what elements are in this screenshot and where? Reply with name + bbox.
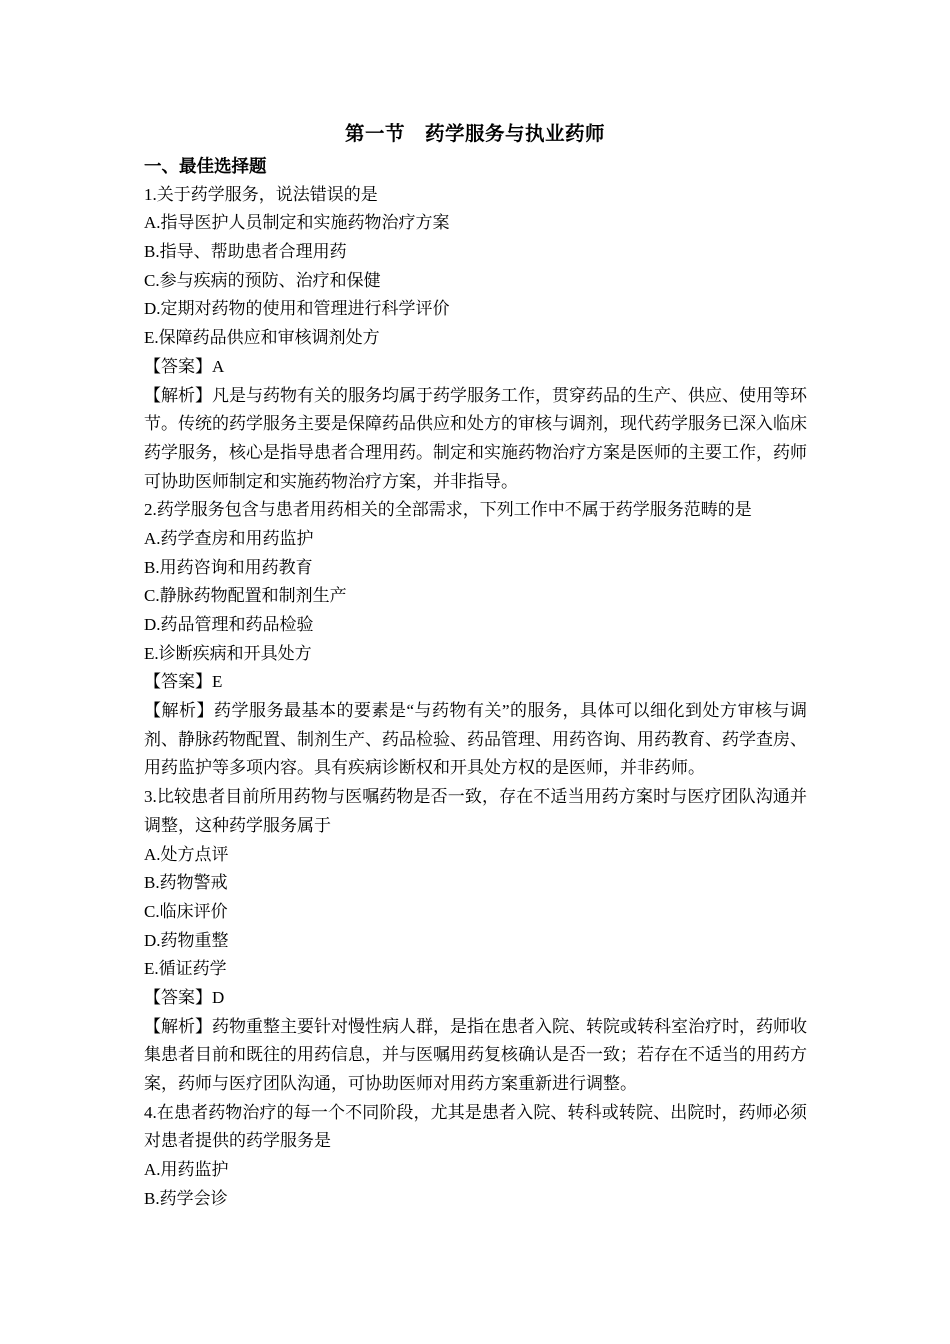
q2-option-e: E.诊断疾病和开具处方	[144, 643, 312, 663]
q3-option-b: B.药物警戒	[144, 873, 228, 893]
q1-stem: 1.关于药学服务，说法错误的是	[144, 184, 378, 204]
q1-explanation-line: 药学服务，核心是指导患者合理用药。制定和实施药物治疗方案是医师的主要工作，药师	[144, 442, 807, 462]
q4-stem-line: 4.在患者药物治疗的每一个不同阶段，尤其是患者入院、转科或转院、出院时，药师必须	[144, 1102, 807, 1122]
q2-explanation-line: 用药监护等多项内容。具有疾病诊断权和开具处方权的是医师，并非药师。	[144, 758, 705, 778]
q1-option-b: B.指导、帮助患者合理用药	[144, 242, 347, 262]
q4-option-b: B.药学会诊	[144, 1188, 228, 1208]
q3-option-d: D.药物重整	[144, 930, 229, 950]
q3-option-c: C.临床评价	[144, 901, 228, 921]
q3-option-e: E.循证药学	[144, 959, 227, 979]
q2-stem: 2.药学服务包含与患者用药相关的全部需求，下列工作中不属于药学服务范畴的是	[144, 500, 752, 520]
q1-option-d: D.定期对药物的使用和管理进行科学评价	[144, 299, 450, 319]
document-content	[144, 152, 807, 1213]
q2-explanation-line: 剂、静脉药物配置、制剂生产、药品检验、药品管理、用药咨询、用药教育、药学查房、	[144, 729, 807, 749]
q2-option-a: A.药学查房和用药监护	[144, 528, 314, 548]
q3-explanation-line: 【解析】药物重整主要针对慢性病人群，是指在患者入院、转院或转科室治疗时，药师收	[144, 1016, 807, 1036]
q1-option-e: E.保障药品供应和审核调剂处方	[144, 328, 380, 348]
q1-explanation-line: 可协助医师制定和实施药物治疗方案，并非指导。	[144, 471, 518, 491]
q2-answer: 【答案】E	[144, 672, 223, 692]
q2-option-d: D.药品管理和药品检验	[144, 615, 314, 634]
q3-stem-line: 调整，这种药学服务属于	[144, 815, 331, 835]
q4-stem-line: 对患者提供的药学服务是	[144, 1131, 331, 1151]
q4-option-a: A.用药监护	[144, 1160, 229, 1180]
q2-explanation-line: 【解析】药学服务最基本的要素是“与药物有关”的服务，具体可以细化到处方审核与调	[144, 701, 807, 721]
q3-explanation-line: 案，药师与医疗团队沟通，可协助医师对用药方案重新进行调整。	[144, 1074, 637, 1093]
page-title: 第一节 药学服务与执业药师	[344, 123, 605, 145]
q3-stem-line: 3.比较患者目前所用药物与医嘱药物是否一致，存在不适当用药方案时与医疗团队沟通并	[144, 787, 807, 807]
section-heading: 一、最佳选择题	[144, 156, 267, 176]
q1-option-c: C.参与疾病的预防、治疗和保健	[144, 270, 381, 290]
q1-option-a: A.指导医护人员制定和实施药物治疗方案	[144, 213, 450, 233]
q2-option-c: C.静脉药物配置和制剂生产	[144, 586, 347, 606]
q2-option-b: B.用药咨询和用药教育	[144, 557, 313, 577]
q3-answer: 【答案】D	[144, 987, 225, 1007]
q3-option-a: A.处方点评	[144, 844, 229, 864]
q3-explanation-line: 集患者目前和既往的用药信息，并与医嘱用药复核确认是否一致；若存在不适当的用药方	[144, 1045, 807, 1065]
q1-explanation-line: 【解析】凡是与药物有关的服务均属于药学服务工作，贯穿药品的生产、供应、使用等环	[144, 385, 807, 405]
q1-explanation-line: 节。传统的药学服务主要是保障药品供应和处方的审核与调剂，现代药学服务已深入临床	[144, 414, 807, 434]
q1-answer: 【答案】A	[144, 356, 225, 376]
